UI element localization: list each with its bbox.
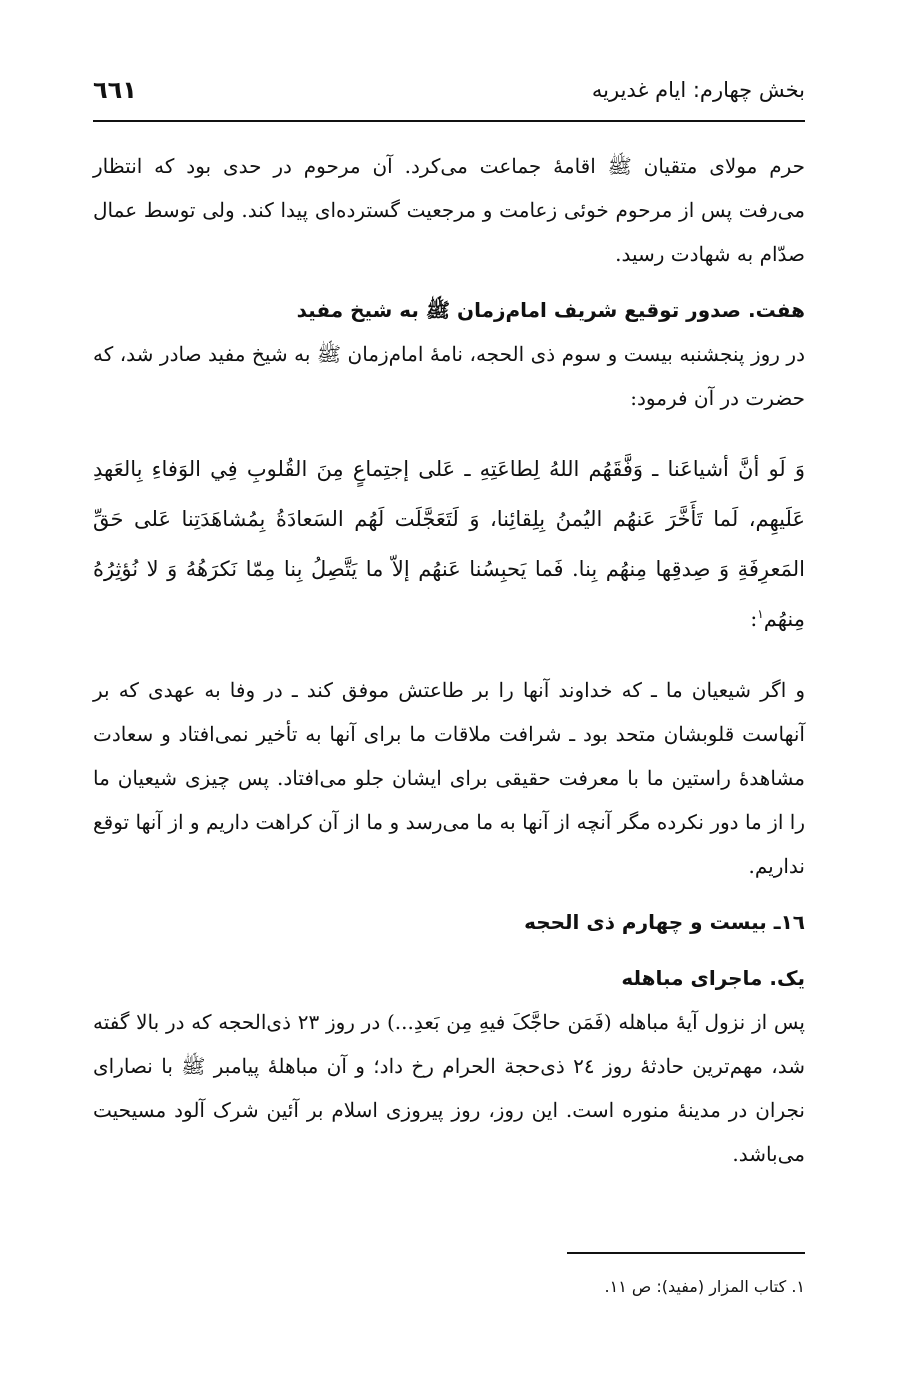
- translation-paragraph: و اگر شیعیان ما ـ که خداوند آنها را بر طاعتش موفق کند ـ در وفا به عهدی که بر آنهاست قلوبشان متحد بود ـ شرافت ملاقات ما برای آنها به تأخیر نمی‌افتاد و سعادت مشاهدهٔ راستین ما با معرفت حقیقی برای ایشان جلو می‌افتاد. پس چیزی شیعیان ما را از ما دور نکرده مگر آنچه از آنها به ما می‌رسد و ما از آن کراهت داریم و از آنها توقع نداریم.: [93, 678, 805, 878]
- spacer: [93, 276, 805, 288]
- subsection-one-paragraph: پس از نزول آیهٔ مباهله (فَمَن حاجَّکَ فیهِ مِن بَعدِ...) در روز ٢٣ ذی‌الحجه که در بالا گفته شد، مهم‌ترین حادثهٔ روز ٢٤ ذی‌حجة الحرام رخ داد؛ و آن مباهلهٔ پیامبر ﷺ با نصارای نجران در مدینهٔ منوره است. این روز، روز پیروزی اسلام بر آئین شرک آلود مسیحیت می‌باشد.: [93, 1010, 806, 1166]
- page-number: ٦٦١: [93, 76, 137, 104]
- section-seven-paragraph: در روز پنجشنبه بیست و سوم ذی الحجه، نامهٔ امام‌زمان ﷺ به شیخ مفید صادر شد، که حضرت در آن فرمود:: [93, 342, 805, 410]
- running-head: بخش چهارم: ایام غدیریه: [591, 78, 805, 102]
- intro-paragraph: حرم مولای متقیان ﷺ اقامهٔ جماعت می‌کرد. آن مرحوم در حدی بود که انتظار می‌رفت پس از مرحوم خوئی زعامت و مرجعیت گسترده‌ای پیدا کند. ولی توسط عمال صدّام به شهادت رسید.: [93, 154, 805, 266]
- subsection-one-heading: یک. ماجرای مباهله: [621, 966, 805, 990]
- spacer: [93, 420, 805, 444]
- arabic-quote: [93, 444, 805, 644]
- page-header: [93, 70, 805, 110]
- arabic-quote-ending: :: [750, 607, 758, 631]
- section-sixteen-heading: ١٦ـ بیست و چهارم ذی الحجه: [524, 910, 805, 934]
- document-page: [93, 62, 805, 1322]
- header-rule: [93, 120, 805, 122]
- footnote: ١. کتاب المزار (مفید): ص ١١.: [604, 1277, 805, 1296]
- main-content: [93, 144, 805, 1176]
- section-seven-heading: هفت. صدور توقیع شریف امام‌زمان ﷺ به شیخ مفید: [296, 298, 805, 322]
- footnote-rule: [567, 1252, 805, 1254]
- footnote-reference: ١: [757, 607, 764, 621]
- spacer: [93, 944, 805, 956]
- spacer: [93, 644, 805, 668]
- spacer: [93, 888, 805, 900]
- arabic-quote-text: وَ لَو أنَّ أشياعَنا ـ وَفَّقَهُم اللهُ لِطاعَتِهِ ـ عَلى إجتِماعٍ مِنَ القُلوبِ فِي الوَفاءِ بِالعَهدِ عَلَيهِم، لَما تَأَخَّرَ عَنهُم اليُمنُ بِلِقائِنا، وَ لَتَعَجَّلَت لَهُم السَعادَةُ بِمُشاهَدَتِنا عَلى حَقِّ المَعرِفَةِ وَ صِدقِها مِنهُم بِنا. فَما يَحبِسُنا عَنهُم إلاّ ما يَتَّصِلُ بِنا مِمّا نَكرَهُهُ وَ لا نُؤثِرُهُ مِنهُم: [93, 457, 805, 631]
